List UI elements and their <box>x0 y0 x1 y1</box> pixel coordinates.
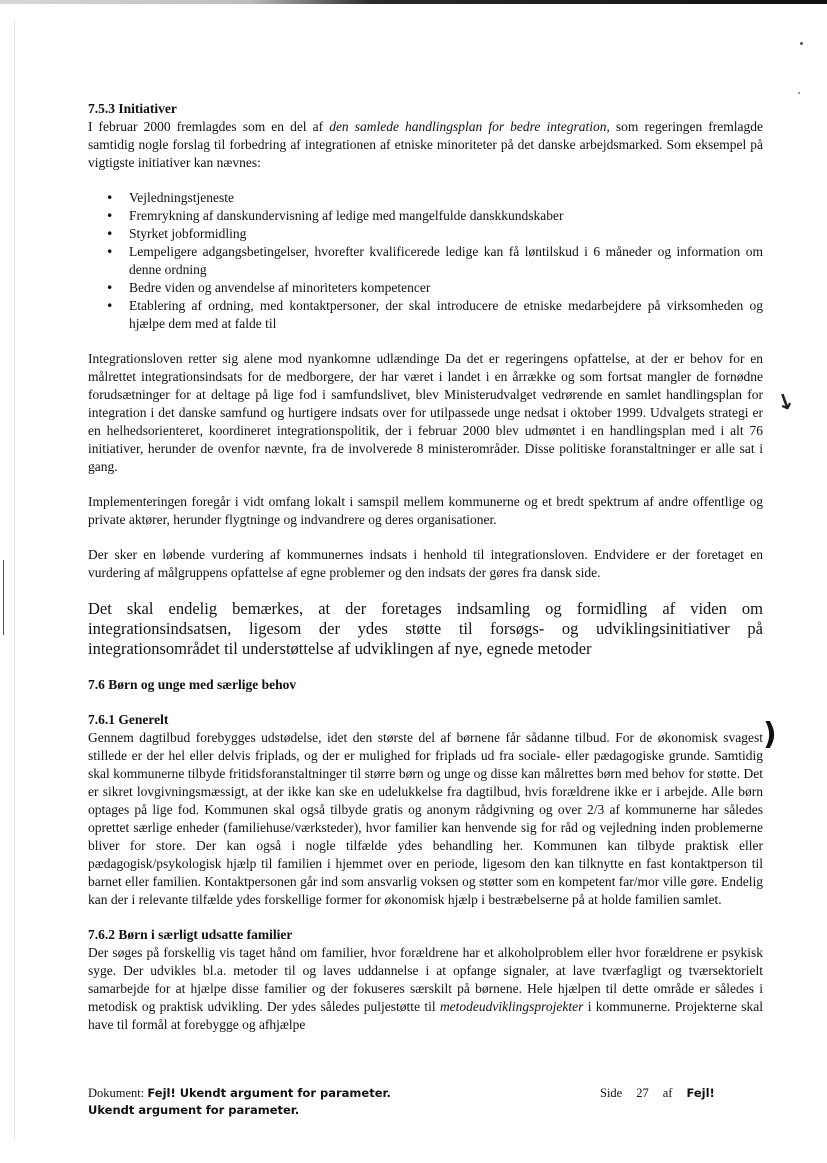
paragraph: Der sker en løbende vurdering af kommunernes indsats i henhold til integrationsloven. Endvidere er der foretaget en vurdering af målgruppens opfattelse af egne problemer og den indsats der gøres fra dansk side. <box>88 547 763 580</box>
intro-paragraph <box>88 118 763 172</box>
paragraph-large: Det skal endelig bemærkes, at der foretages indsamling og formidling af viden om integrationsindsatsen, ligesom der ydes støtte til forsøgs- og udviklingsinitiativer på integrationsområdet til understøttelse af udviklingen af nye, egnede metoder <box>88 599 763 658</box>
scan-top-edge <box>0 0 827 4</box>
list-item: • Etablering af ordning, med kontaktpersoner, der skal introducere de etniske medarbejdere på virksomheden og hjælpe dem med at falde til <box>106 298 763 331</box>
footer-document-label: Dokument: Fejl! Ukendt argument for parameter. <box>88 1086 391 1100</box>
scan-left-edge <box>14 20 15 1140</box>
page-number: 27 <box>636 1086 649 1100</box>
document-page <box>88 100 763 1034</box>
italic-term: metodeudviklingsprojekter <box>439 999 584 1014</box>
intro-text-b: , som regeringen fremlagde samtidig nogle forslag til forbedring af integrationen af etniske minoriteter på det danske arbejdsmarked. Som eksempel på vigtigste initiativer kan nævnes: <box>88 119 763 170</box>
bullet-icon: • <box>106 208 114 223</box>
list-item: • Styrket jobformidling <box>106 226 247 241</box>
scan-speck <box>798 92 800 94</box>
section-heading-753: 7.5.3 Initiativer <box>88 101 177 116</box>
list-item: • Fremrykning af danskundervisning af ledige med mangelfulde danskkundskaber <box>106 208 564 223</box>
section-heading-761: 7.6.1 Generelt <box>88 712 169 727</box>
bullet-icon: • <box>106 244 114 259</box>
paragraph: Implementeringen foregår i vidt omfang lokalt i samspil mellem kommunerne og et bredt spektrum af andre offentlige og private aktører, herunder flygtninge og indvandrere og deres organisationer. <box>88 494 763 527</box>
footer-total-error: Fejl! <box>686 1086 715 1100</box>
footer-document-label-line2: Ukendt argument for parameter. <box>88 1103 300 1117</box>
scan-pen-mark: ) <box>763 717 777 752</box>
bullet-icon: • <box>106 190 114 205</box>
footer-field-error: Fejl! Ukendt argument for parameter. <box>147 1086 391 1100</box>
list-item: • Lempeligere adgangsbetingelser, hvorefter kvalificerede ledige kan få løntilskud i 6 måneder og information om denne ordning <box>106 244 763 277</box>
initiatives-list <box>88 189 763 333</box>
scan-left-mark <box>3 560 4 635</box>
scan-speck <box>800 42 803 45</box>
section-heading-76: 7.6 Børn og unge med særlige behov <box>88 677 297 692</box>
page-footer <box>88 1085 763 1119</box>
scan-pen-mark: ↘ <box>770 387 798 418</box>
intro-italic: den samlede handlingsplan for bedre integration <box>329 119 607 134</box>
list-item: • Bedre viden og anvendelse af minoriteters kompetencer <box>106 280 431 295</box>
paragraph: Der søges på forskellig vis taget hånd om familier, hvor forældrene har et alkoholproblem eller hvor forældrene er psykisk syge. Der udvikles bl.a. metoder til og laves uddannelse i at opfange signaler, at lave tværfagligt og tværsektorielt samarbejde for at hjælpe disse familier og der fokuseres særskilt på børnene. Hele hjælpen til dette område er således i metodisk og praktisk udvikling. Der ydes således puljestøtte til metodeudviklingsprojekter i kommunerne. Projekterne skal have til formål at forebygge og afhjælpe <box>88 945 764 1032</box>
bullet-icon: • <box>106 280 114 295</box>
bullet-icon: • <box>106 226 114 241</box>
paragraph: Integrationsloven retter sig alene mod nyankomne udlændinge Da det er regeringens opfattelse, at der er behov for en målrettet integrationsindsats for de medborgere, der har været i landet i en årrække og som fortsat mangler de fornødne forudsætninger for at deltage på lige fod i samfundslivet, blev Ministerudvalget vedrørende en samlet handlingsplan for integration i det danske samfund og hurtigere indsats over for utilpassede unge nedsat i oktober 1999. Udvalgets strategi er en helhedsorienteret, koordineret integrationspolitik, der i februar 2000 blev udmøntet i en handlingsplan med i alt 76 initiativer, herunder de ovenfor nævnte, fra de involverede 8 ministerområder. Disse politiske foranstaltninger er alle sat i gang. <box>88 351 763 474</box>
paragraph: Gennem dagtilbud forebygges udstødelse, idet den største del af børnene får sådanne tilbud. For de økonomisk svagest stillede er der hel eller delvis friplads, og der er mulighed for friplads ud fra sociale- eller pædagogiske grunde. Samtidig skal kommunerne tilbyde fritidsforanstaltninger til større børn og unge og disse kan målrettes børn med behov for støtte. Det er sikret lovgivningsmæssigt, at der ikke kan ske en udelukkelse fra dagtilbud, hvis forældrene ikke er i arbejde. Alle børn optages på lige fod. Kommunen skal også tilbyde gratis og anonym rådgivning og over 2/3 af kommunerne har således oprettet særlige enheder (familiehuse/værksteder), hvor familier kan henvende sig for råd og vejledning inden problemerne bliver for store. Der kan også i nogle tilfælde ydes behandling her. Kommunen kan tilbyde praktisk eller pædagogisk/psykologisk hjælp til familien i hjemmet over en periode, ligesom den kan tilknytte en fast kontaktperson til barnet eller familien. Kontaktpersonen går ind som ansvarlig voksen og støtter som en kompetent far/mor ville gøre. Endelig kan der i relevante tilfælde ydes forskellige former for økonomisk hjælp i bestræbelserne på at holde familien samlet. <box>88 730 763 907</box>
footer-page-indicator: Side 27 af Fejl! <box>600 1086 715 1100</box>
section-heading-762: 7.6.2 Børn i særligt udsatte familier <box>88 927 293 942</box>
list-item: • Vejledningstjeneste <box>106 190 234 205</box>
intro-text-a: I februar 2000 fremlagdes som en del af <box>88 119 330 134</box>
bullet-icon: • <box>106 298 114 313</box>
